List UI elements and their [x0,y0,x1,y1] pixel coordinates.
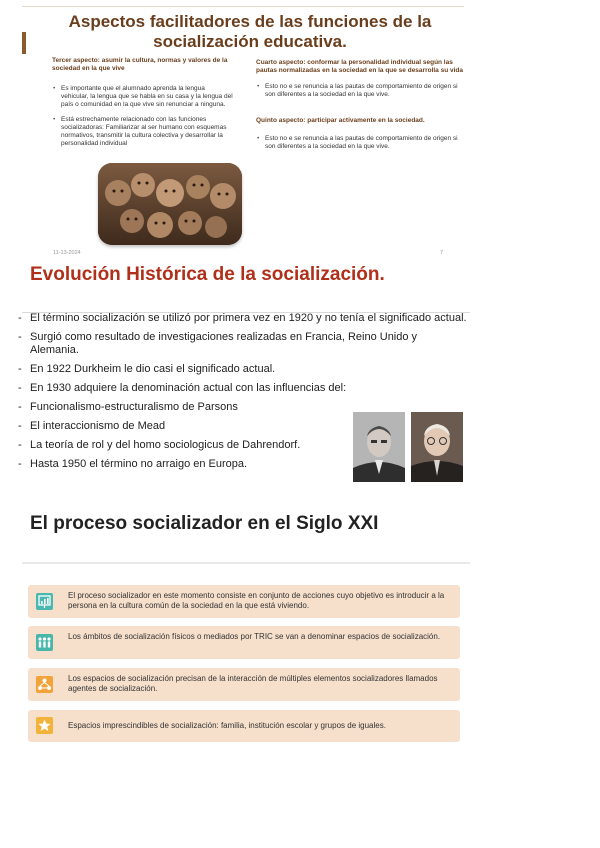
card-text: El proceso socializador en este momento consiste en conjunto de acciones cuyo objetivo es introducir a la persona en la cultura común de la sociedad en la que está viviendo. [68,591,445,610]
slide1-left-column [52,57,234,155]
left-bullet: • Es importante que el alumnado aprenda la lengua vehicular, la lengua que se habla en su casa y la lengua del país o comunidad en la que vive sin renunciar a ninguna. [52,85,234,109]
accent-bar [22,32,26,54]
portrait-photo [411,412,463,482]
info-card [28,668,460,701]
card-text: Espacios imprescindibles de socialización: familia, institución escolar y grupos de iguales. [68,721,386,730]
info-card [28,626,460,659]
left-bullet: • Está estrechamente relacionado con las funciones socializadoras: Familiarizar al ser humano con esquemas normativos, transmitir la cultura colectiva y desarrollar la personalidad individual [52,116,234,148]
slide1-title: Aspectos facilitadores de las funciones de la socialización educativa. [68,12,432,51]
footer-page-number: 7 [440,250,444,256]
divider [22,6,464,7]
right-bullet: • Esto no e se renuncia a las pautas de comportamiento de origen si son diferentes a la sociedad en la que vive. [256,135,468,151]
chart-board-icon [36,593,53,610]
card-text: Los ámbitos de socialización físicos o mediados por TRIC se van a denominar espacios de socialización. [68,632,441,641]
slide1-right-column [256,59,468,158]
footer-date: 11-13-2024 [53,250,81,256]
card-text: Los espacios de socialización precisan de la interacción de múltiples elementos socializadores llamados agentes de socialización. [68,674,438,693]
slide3-title: El proceso socializador en el Siglo XXI [30,513,379,534]
network-icon [36,676,53,693]
right-bullet: • Esto no e se renuncia a las pautas de comportamiento de origen si son diferentes a la sociedad en la que vive. [256,83,468,99]
info-card [28,710,460,742]
list-item: - Surgió como resultado de investigaciones realizadas en Francia, Reino Unido y Alemania. [18,331,468,357]
people-group-icon [36,634,53,651]
list-item: - En 1930 adquiere la denominación actual con las influencias del: [18,382,468,395]
left-header: Tercer aspecto: asumir la cultura, normas y valores de la sociedad en la que vive [52,57,228,72]
children-photo [98,163,242,245]
right-header-2: Quinto aspecto: participar activamente en la sociedad. [256,117,425,124]
slide2-title: Evolución Histórica de la socialización. [30,264,385,285]
list-item: - En 1922 Durkheim le dio casi el significado actual. [18,363,468,376]
list-item: - El interaccionismo de Mead [18,420,348,433]
right-header: Cuarto aspecto: conformar la personalidad individual según las pautas normalizadas en la sociedad en la que se desarrolla su vida [256,59,463,74]
slide-aspectos [0,0,600,260]
portrait-photo [353,412,405,482]
divider [22,562,470,564]
list-item: - La teoría de rol y del homo sociologicus de Dahrendorf. [18,439,348,452]
list-item: - El término socialización se utilizó por primera vez en 1920 y no tenía el significado actual. [18,312,468,325]
star-badge-icon [36,717,53,734]
info-card [28,585,460,618]
list-item: - Funcionalismo-estructuralismo de Parsons [18,401,348,414]
list-item: - Hasta 1950 el término no arraigo en Europa. [18,458,348,471]
